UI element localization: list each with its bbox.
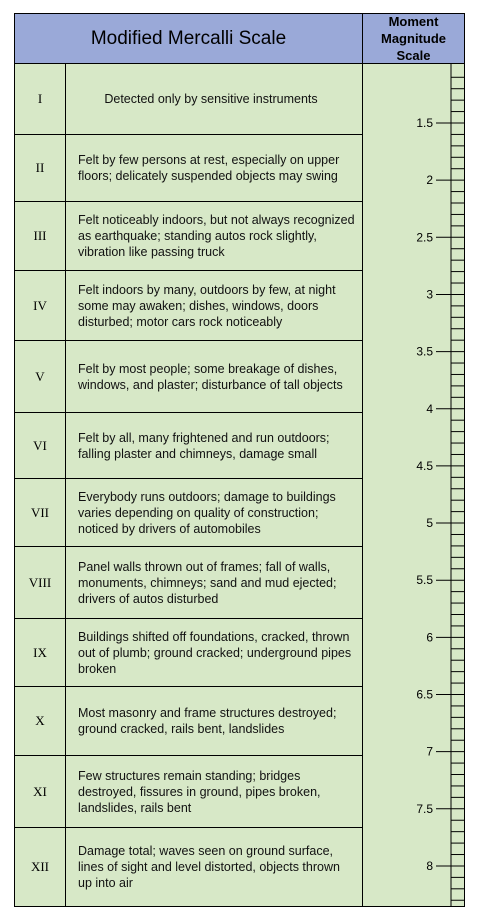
magnitude-label: 5.5 — [416, 573, 433, 588]
magnitude-label: 3.5 — [416, 344, 433, 359]
intensity-numeral: IV — [15, 271, 66, 340]
intensity-row — [15, 202, 363, 271]
intensity-row — [15, 687, 363, 756]
moment-magnitude-header — [363, 14, 464, 64]
intensity-numeral: X — [15, 687, 66, 755]
intensity-description: Panel walls thrown out of frames; fall of walls, monuments, chimneys; sand and mud ejected; drivers of autos disturbed — [78, 559, 337, 606]
intensity-numeral: XII — [15, 828, 66, 906]
intensity-row — [15, 547, 363, 619]
intensity-numeral: V — [15, 341, 66, 412]
intensity-description: Felt by most people; some breakage of dishes, windows, and plaster; disturbance of tall objects — [78, 361, 343, 392]
intensity-numeral: IX — [15, 619, 66, 686]
intensity-description: Felt by few persons at rest, especially on upper floors; delicately suspended objects may swing — [78, 153, 340, 183]
magnitude-label: 8 — [426, 858, 433, 873]
intensity-description: Everybody runs outdoors; damage to buildings varies depending on quality of construction; noticed by drivers of automobiles — [78, 489, 336, 536]
intensity-description: Felt indoors by many, outdoors by few, at night some may awaken; dishes, windows, doors disturbed; motor cars rock noticeably — [78, 282, 336, 329]
intensity-numeral: VIII — [15, 547, 66, 618]
magnitude-label: 4 — [426, 401, 433, 416]
intensity-description: Damage total; waves seen on ground surface, lines of sight and level distorted, objects thrown up into air — [78, 844, 340, 890]
intensity-row — [15, 756, 363, 828]
magnitude-label: 7 — [426, 744, 433, 759]
magnitude-label: 5 — [426, 516, 433, 531]
magnitude-label: 7.5 — [416, 801, 433, 816]
intensity-description: Most masonry and frame structures destroyed; ground cracked, rails bent, landslides — [78, 706, 337, 736]
moment-header-line: Moment — [388, 14, 439, 29]
intensity-description: Felt by all, many frightened and run outdoors; falling plaster and chimneys, damage small — [78, 430, 330, 461]
magnitude-label: 2.5 — [416, 230, 433, 245]
intensity-numeral: VI — [15, 413, 66, 478]
mercalli-scale-header: Modified Mercalli Scale — [15, 14, 363, 64]
magnitude-label: 6.5 — [416, 687, 433, 702]
magnitude-label: 4.5 — [416, 458, 433, 473]
intensity-row — [15, 619, 363, 687]
magnitude-label: 6 — [426, 630, 433, 645]
intensity-description: Few structures remain standing; bridges destroyed, fissures in ground, pipes broken, landslides, rails bent — [78, 768, 321, 815]
intensity-row — [15, 413, 363, 479]
intensity-numeral: II — [15, 135, 66, 201]
intensity-description: Felt noticeably indoors, but not always recognized as earthquake; standing autos rock slightly, vibration like passing truck — [78, 213, 355, 259]
intensity-row — [15, 828, 363, 906]
intensity-row — [15, 64, 363, 135]
intensity-row — [15, 479, 363, 547]
intensity-description: Detected only by sensitive instruments — [104, 92, 318, 106]
moment-header-line: Magnitude — [381, 31, 446, 46]
moment-header-line: Scale — [396, 48, 431, 63]
intensity-numeral: III — [15, 202, 66, 270]
intensity-row — [15, 341, 363, 413]
magnitude-ruler — [363, 64, 464, 906]
intensity-description: Buildings shifted off foundations, cracked, thrown out of plumb; ground cracked; underground pipes broken — [78, 629, 352, 676]
intensity-numeral: XI — [15, 756, 66, 827]
magnitude-label: 2 — [426, 173, 433, 188]
intensity-numeral: I — [15, 64, 66, 134]
mercalli-magnitude-chart — [14, 13, 465, 907]
intensity-row — [15, 135, 363, 202]
magnitude-label: 3 — [426, 287, 433, 302]
magnitude-label: 1.5 — [416, 116, 433, 130]
intensity-numeral: VII — [15, 479, 66, 546]
intensity-row — [15, 271, 363, 341]
